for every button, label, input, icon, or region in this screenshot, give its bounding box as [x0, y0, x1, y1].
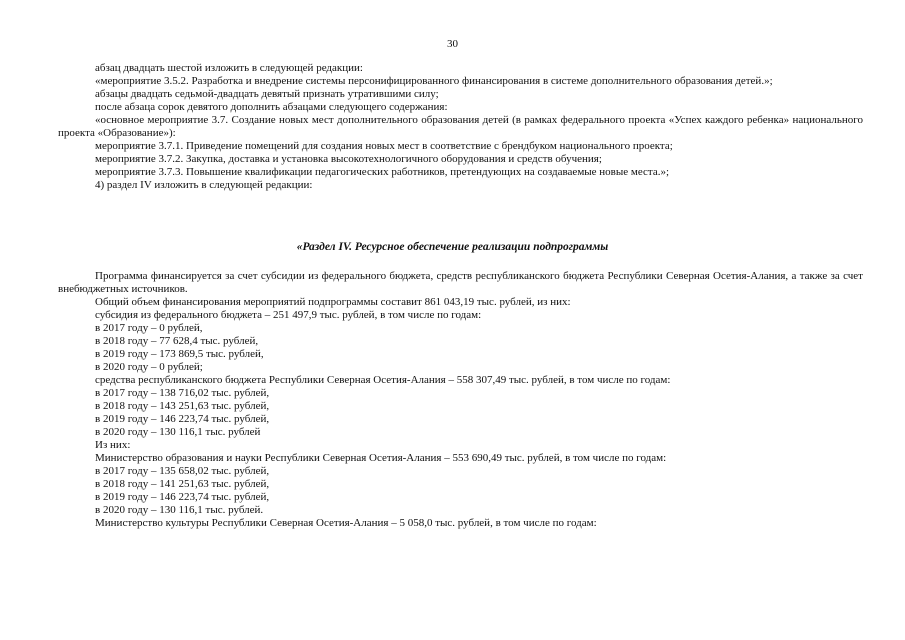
section-heading: «Раздел IV. Ресурсное обеспечение реализации подпрограммы [296, 241, 609, 253]
paragraph: Из них: [95, 439, 131, 451]
paragraph: абзац двадцать шестой изложить в следующей редакции: [95, 62, 363, 74]
year-line: в 2018 году – 141 251,63 тыс. рублей, [95, 478, 270, 490]
paragraph: абзацы двадцать седьмой-двадцать девятый признать утратившими силу; [95, 88, 439, 100]
year-line: в 2020 году – 0 рублей; [95, 361, 203, 373]
year-line: в 2020 году – 130 116,1 тыс. рублей. [95, 504, 264, 516]
page-number: 30 [447, 38, 458, 50]
paragraph: мероприятие 3.7.2. Закупка, доставка и установка высокотехнологичного оборудования и средств обучения; [95, 153, 602, 165]
year-line: в 2020 году – 130 116,1 тыс. рублей [95, 426, 261, 438]
paragraph: «мероприятие 3.5.2. Разработка и внедрение системы персонифицированного финансирования в системе дополнительного образования детей.»; [95, 75, 773, 87]
paragraph: средства республиканского бюджета Республики Северная Осетия-Алания – 558 307,49 тыс. рублей, в том числе по годам: [95, 374, 671, 386]
amendments-text [58, 62, 863, 192]
financing-text [58, 270, 863, 530]
year-line: в 2018 году – 143 251,63 тыс. рублей, [95, 400, 270, 412]
year-line: в 2017 году – 0 рублей, [95, 322, 203, 334]
paragraph: Министерство культуры Республики Северная Осетия-Алания – 5 058,0 тыс. рублей, в том числе по годам: [95, 517, 597, 529]
year-line: в 2019 году – 146 223,74 тыс. рублей, [95, 491, 270, 503]
paragraph: Программа финансируется за счет субсидии из федерального бюджета, средств республиканского бюджета Республики Северная Осетия-Алания, а также за счет внебюджетных источников. [58, 270, 863, 295]
paragraph: Общий объем финансирования мероприятий подпрограммы составит 861 043,19 тыс. рублей, из них: [95, 296, 571, 308]
paragraph: мероприятие 3.7.1. Приведение помещений для создания новых мест в соответствие с брендбуком национального проекта; [95, 140, 673, 152]
year-line: в 2019 году – 146 223,74 тыс. рублей, [95, 413, 270, 425]
paragraph: мероприятие 3.7.3. Повышение квалификации педагогических работников, претендующих на создаваемые новые места.»; [95, 166, 670, 178]
year-line: в 2017 году – 138 716,02 тыс. рублей, [95, 387, 270, 399]
paragraph: 4) раздел IV изложить в следующей редакции: [95, 179, 313, 191]
year-line: в 2019 году – 173 869,5 тыс. рублей, [95, 348, 264, 360]
paragraph: после абзаца сорок девятого дополнить абзацами следующего содержания: [95, 101, 448, 113]
paragraph: Министерство образования и науки Республики Северная Осетия-Алания – 553 690,49 тыс. рублей, в том числе по годам: [95, 452, 667, 464]
year-line: в 2018 году – 77 628,4 тыс. рублей, [95, 335, 259, 347]
year-line: в 2017 году – 135 658,02 тыс. рублей, [95, 465, 270, 477]
paragraph: «основное мероприятие 3.7. Создание новых мест дополнительного образования детей (в рамках федерального проекта «Успех каждого ребенка» национального проекта «Образование»): [58, 114, 863, 139]
paragraph: субсидия из федерального бюджета – 251 497,9 тыс. рублей, в том числе по годам: [95, 309, 482, 321]
